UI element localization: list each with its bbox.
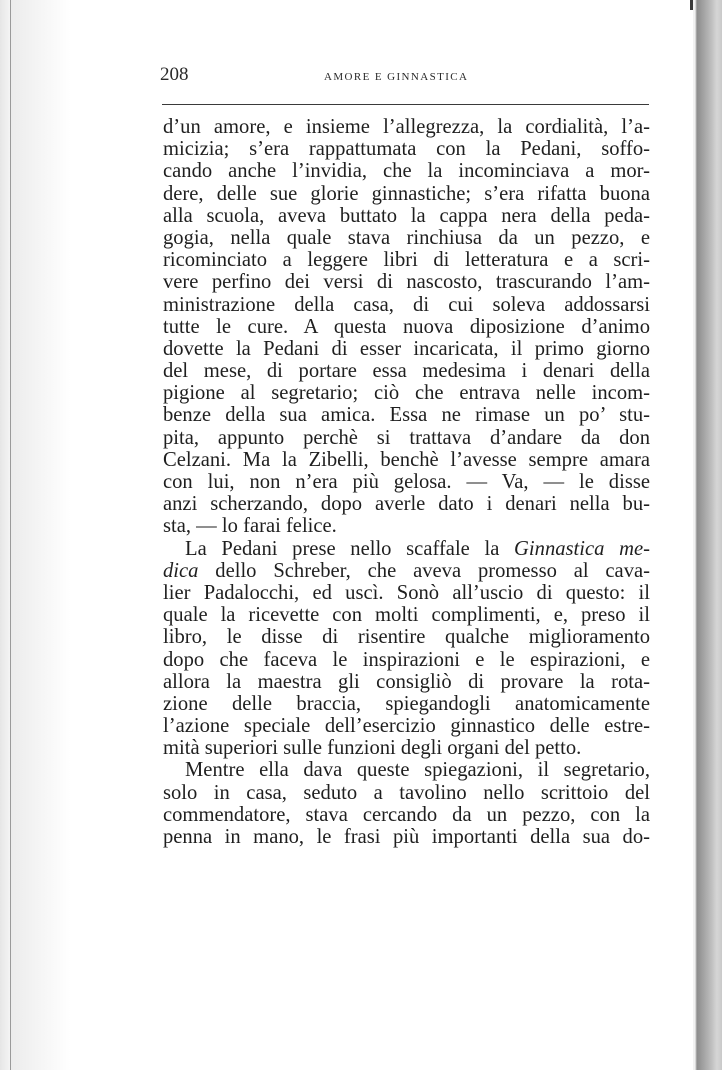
text-line: l’azione speciale dell’esercizio ginnastico delle estre- — [163, 715, 650, 738]
page-shadow — [11, 0, 71, 1070]
text-line: anzi scherzando, dopo averle dato i denari nella bu- — [163, 493, 650, 516]
text-line: zione delle braccia, spiegandogli anatomicamente — [163, 692, 650, 715]
book-title-italic: Ginnastica me- — [514, 537, 650, 560]
text-line: vere perfino dei versi di nascosto, trascurando l’am- — [163, 271, 650, 294]
text-line: dere, delle sue glorie ginnastiche; s’era rifatta buona — [163, 182, 650, 205]
left-page-edge — [0, 0, 11, 1070]
text-line: cando anche l’invidia, che la incominciava a mor- — [163, 160, 650, 183]
text-line: solo in casa, seduto a tavolino nello scrittoio del — [163, 781, 650, 804]
text-line — [163, 560, 650, 582]
book-binding-edge — [693, 0, 722, 1070]
paragraph-end-line: mità superiori sulle funzioni degli organi del petto. — [163, 737, 582, 760]
text-line: libro, le disse di risentire qualche miglioramento — [163, 626, 650, 649]
body-text — [163, 116, 650, 848]
text-line: commendatore, stava cercando da un pezzo, con la — [163, 803, 650, 826]
text-line: con lui, non n’era più gelosa. — Va, — le disse — [163, 471, 650, 493]
text-line: tutte le cure. A questa nuova diposizione d’animo — [163, 315, 650, 338]
paragraph-end-line: sta, — lo farai felice. — [163, 515, 337, 538]
text-line: ministrazione della casa, di cui soleva addossarsi — [163, 293, 650, 316]
text-line: Celzani. Ma la Zibelli, benchè l’avesse sempre amara — [163, 448, 650, 471]
paragraph-start-line: Mentre ella dava queste spiegazioni, il segretario, — [185, 759, 650, 782]
text-line: quale la ricevette con molti complimenti, e, preso il — [163, 604, 650, 627]
text-line: ricominciato a leggere libri di letteratura e a scri- — [163, 249, 650, 272]
text-line: benze della sua amica. Essa ne rimase un po’ stu- — [163, 404, 650, 427]
text-segment: La Pedani prese nello scaffale la — [185, 537, 515, 560]
text-line: lier Padalocchi, ed uscì. Sonò all’uscio di questo: il — [163, 581, 650, 604]
book-title-italic: dica — [163, 559, 199, 582]
running-title: AMORE E GINNASTICA — [324, 71, 469, 83]
text-line: del mese, di portare essa medesima i denari della — [163, 360, 650, 383]
text-line: dovette la Pedani di esser incaricata, il primo giorno — [163, 337, 650, 360]
paragraph-start-line — [163, 538, 650, 560]
text-line: penna in mano, le frasi più importanti della sua do- — [163, 826, 650, 848]
header-rule — [162, 104, 649, 105]
page-number: 208 — [160, 64, 189, 85]
text-line: micizia; s’era rappattumata con la Pedani, soffo- — [163, 138, 650, 161]
text-line: allora la maestra gli consigliò di provare la rota- — [163, 670, 650, 693]
text-line: alla scuola, aveva buttato la cappa nera della peda- — [163, 204, 650, 227]
text-segment: dello Schreber, che aveva promesso al cava- — [198, 559, 650, 582]
text-line: d’un amore, e insieme l’allegrezza, la cordialità, l’a- — [163, 116, 650, 138]
text-line: pigione al segretario; ciò che entrava nelle incom- — [163, 382, 650, 405]
text-line: dopo che faceva le inspirazioni e le espirazioni, e — [163, 648, 650, 671]
text-line: pita, appunto perchè si trattava d’andare da don — [163, 426, 650, 449]
text-line: gogia, nella quale stava rinchiusa da un pezzo, e — [163, 226, 650, 249]
page-header — [160, 64, 646, 88]
